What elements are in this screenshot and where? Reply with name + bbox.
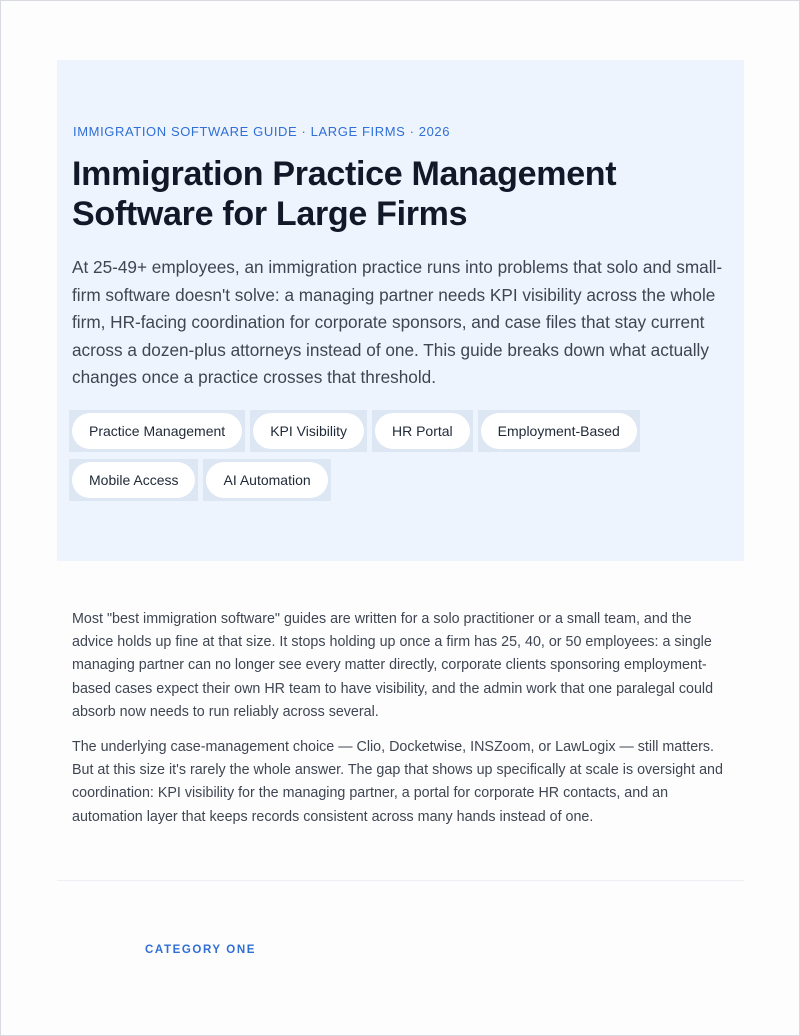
tag-label: Employment-Based <box>481 413 637 449</box>
tag-hr-portal[interactable] <box>372 410 473 452</box>
tag-practice-management[interactable] <box>69 410 245 452</box>
intro-paragraph-2: The underlying case-management choice — Clio, Docketwise, INSZoom, or LawLogix — still matters. But at this size it's rarely the whole answer. The gap that shows up specifically at scale is oversight and coordination: KPI visibility for the managing partner, a portal for corporate HR contacts, and an automation layer that keeps records consistent across many hands instead of one. <box>72 739 723 825</box>
hero-eyebrow: IMMIGRATION SOFTWARE GUIDE · LARGE FIRMS · 2026 <box>73 124 451 139</box>
intro-body <box>72 608 732 841</box>
section-divider <box>57 880 744 881</box>
tag-mobile-access[interactable] <box>69 459 198 501</box>
page-title: Immigration Practice Management Software for Large Firms <box>72 155 617 233</box>
tag-employment-based[interactable] <box>478 410 640 452</box>
tag-label: KPI Visibility <box>253 413 364 449</box>
tag-label: Practice Management <box>72 413 242 449</box>
hero-lede: At 25-49+ employees, an immigration practice runs into problems that solo and small-firm software doesn't solve: a managing partner needs KPI visibility across the whole firm, HR-facing coordination for corporate sponsors, and case files that stay current across a dozen-plus attorneys instead of one. This guide breaks down what actually changes once a practice crosses that threshold. <box>72 257 723 388</box>
intro-paragraph-1: Most "best immigration software" guides are written for a solo practitioner or a small team, and the advice holds up fine at that size. It stops holding up once a firm has 25, 40, or 50 employees: a single managing partner can no longer see every matter directly, corporate clients sponsoring employment-based cases expect their own HR team to have visibility, and the admin work that one paralegal could absorb now needs to run reliably across several. <box>72 611 714 720</box>
section-label: CATEGORY ONE <box>145 944 256 956</box>
tag-ai-automation[interactable] <box>203 459 330 501</box>
tag-list <box>69 410 669 508</box>
tag-label: Mobile Access <box>72 462 195 498</box>
tag-kpi-visibility[interactable] <box>250 410 367 452</box>
tag-row-1 <box>69 410 669 452</box>
tag-label: AI Automation <box>206 462 327 498</box>
tag-label: HR Portal <box>375 413 470 449</box>
tag-row-2 <box>69 459 669 501</box>
